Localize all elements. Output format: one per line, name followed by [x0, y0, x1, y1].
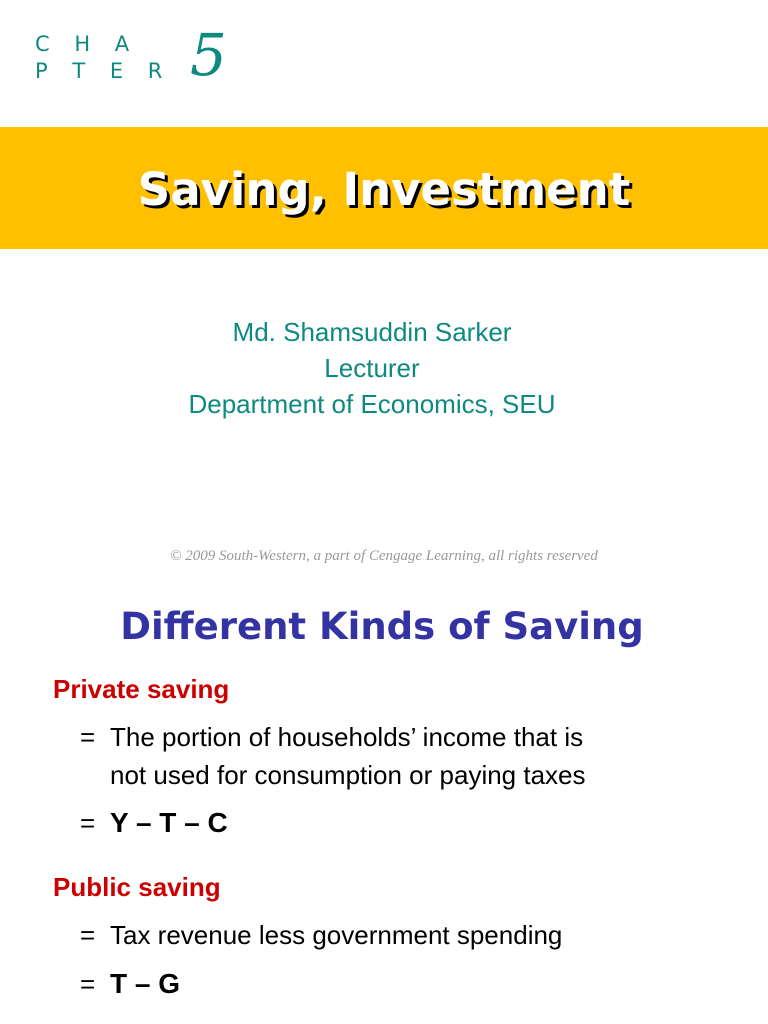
equals-sign: = [80, 722, 96, 752]
private-saving-definition [80, 718, 586, 794]
public-saving-heading: Public saving [53, 872, 221, 902]
private-saving-heading: Private saving [53, 674, 230, 704]
formula-text: T – G [110, 968, 181, 999]
author-name: Md. Shamsuddin Sarker [232, 317, 512, 347]
chapter-label: C H A P T E R [35, 32, 172, 83]
equals-sign: = [80, 969, 96, 999]
author-position: Lecturer [324, 353, 420, 383]
slide-title: Different Kinds of Saving [120, 605, 644, 648]
chapter-number: 5 [190, 21, 227, 89]
public-saving-definition [80, 916, 562, 954]
copyright-notice: © 2009 South-Western, a part of Cengage Learning, all rights reserved [170, 548, 598, 564]
definition-text [110, 718, 586, 794]
definition-line: The portion of households’ income that is [110, 722, 584, 752]
definition-text: Tax revenue less government spending [110, 920, 563, 950]
author-department: Department of Economics, SEU [188, 389, 556, 419]
main-title: Saving, Investment [137, 163, 631, 216]
equals-sign: = [80, 808, 96, 838]
equals-sign: = [80, 920, 96, 950]
definition-line: not used for consumption or paying taxes [110, 760, 586, 790]
formula-text: Y – T – C [110, 807, 228, 838]
public-saving-formula [80, 965, 180, 1003]
private-saving-formula [80, 804, 228, 842]
author-block [0, 314, 744, 422]
